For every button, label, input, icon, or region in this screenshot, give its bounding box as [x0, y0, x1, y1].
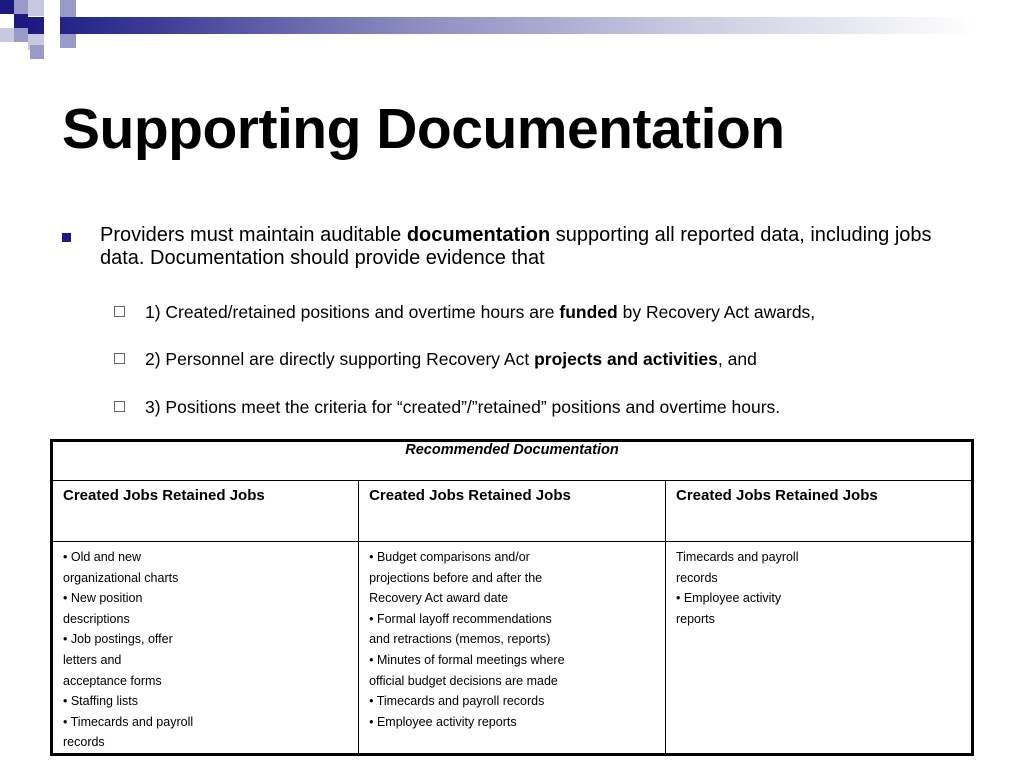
cell-line: Recovery Act award date — [369, 591, 509, 606]
bullet-text-bold: documentation — [406, 224, 551, 246]
cell-line: organizational charts — [63, 570, 179, 585]
cell-line: • Old and new — [63, 550, 142, 564]
sub-text-bold: funded — [559, 302, 618, 322]
bullet-text-pre: Providers must maintain auditable — [100, 224, 407, 246]
cell-line: and retractions (memos, reports) — [369, 632, 551, 647]
banner-square — [14, 0, 28, 14]
banner-square — [28, 0, 44, 16]
banner-square — [44, 17, 60, 34]
cell-line: official budget decisions are made — [369, 673, 558, 688]
table-cell-col3 — [665, 542, 972, 755]
banner-square — [60, 0, 76, 17]
cell-line: • New position — [63, 591, 143, 606]
hollow-square-bullet-icon — [114, 353, 125, 364]
main-bullet-text — [100, 224, 942, 270]
sub-bullet-text — [145, 397, 974, 417]
banner-square — [0, 0, 14, 14]
sub-bullet-3 — [114, 397, 974, 417]
documentation-table — [50, 439, 974, 756]
cell-line: • Timecards and payroll — [63, 714, 194, 729]
main-bullet — [62, 224, 942, 270]
cell-line: Timecards and payroll — [675, 550, 799, 564]
sub-bullet-text — [145, 349, 974, 369]
banner-square — [14, 14, 28, 28]
column-header: Created Jobs Retained Jobs — [359, 481, 666, 542]
cell-line: reports — [675, 611, 715, 626]
bullet-text-post: supporting all reported data, including jobs data. Documentation should provide evidence that — [100, 224, 932, 269]
hollow-square-bullet-icon — [114, 401, 125, 412]
banner-square — [60, 34, 76, 48]
banner-square — [14, 28, 28, 42]
decorative-banner — [0, 0, 1024, 62]
table-cell-col1 — [52, 542, 359, 755]
sub-text-pre: 1) Created/retained positions and overtime hours are — [145, 302, 560, 322]
sub-text-bold: projects and activities — [534, 349, 718, 369]
cell-line: • Timecards and payroll records — [369, 694, 545, 709]
cell-line: records — [675, 570, 718, 585]
sub-bullet-2 — [114, 349, 974, 369]
cell-line: acceptance forms — [63, 673, 162, 688]
sub-text-post: by Recovery Act awards, — [617, 302, 816, 322]
column-header: Created Jobs Retained Jobs — [52, 481, 359, 542]
banner-square — [30, 45, 44, 59]
gradient-band — [28, 17, 1024, 34]
cell-line: • Staffing lists — [63, 694, 139, 709]
cell-line: • Employee activity reports — [369, 714, 517, 729]
cell-line: letters and — [63, 652, 122, 667]
table-cell-col2 — [359, 542, 666, 755]
cell-line: • Job postings, offer — [63, 632, 173, 647]
cell-line: • Employee activity — [675, 591, 782, 606]
sub-text-pre: 3) Positions meet the criteria for “created”/”retained” positions and overtime hours. — [145, 397, 781, 417]
sub-bullet-1 — [114, 302, 974, 322]
cell-line: • Minutes of formal meetings where — [369, 652, 565, 667]
sub-bullet-text — [145, 302, 974, 322]
cell-line: • Budget comparisons and/or — [369, 550, 530, 564]
cell-line: • Formal layoff recommendations — [369, 611, 552, 626]
column-header: Created Jobs Retained Jobs — [665, 481, 972, 542]
square-bullet-icon — [62, 233, 71, 242]
cell-line: records — [63, 735, 105, 750]
table-caption: Recommended Documentation — [52, 441, 973, 481]
cell-line: projections before and after the — [369, 570, 543, 585]
sub-text-post: , and — [717, 349, 757, 369]
hollow-square-bullet-icon — [114, 306, 125, 317]
cell-line: descriptions — [63, 611, 130, 626]
slide-title: Supporting Documentation — [62, 97, 785, 161]
banner-square — [0, 28, 14, 42]
sub-text-pre: 2) Personnel are directly supporting Recovery Act — [145, 349, 535, 369]
